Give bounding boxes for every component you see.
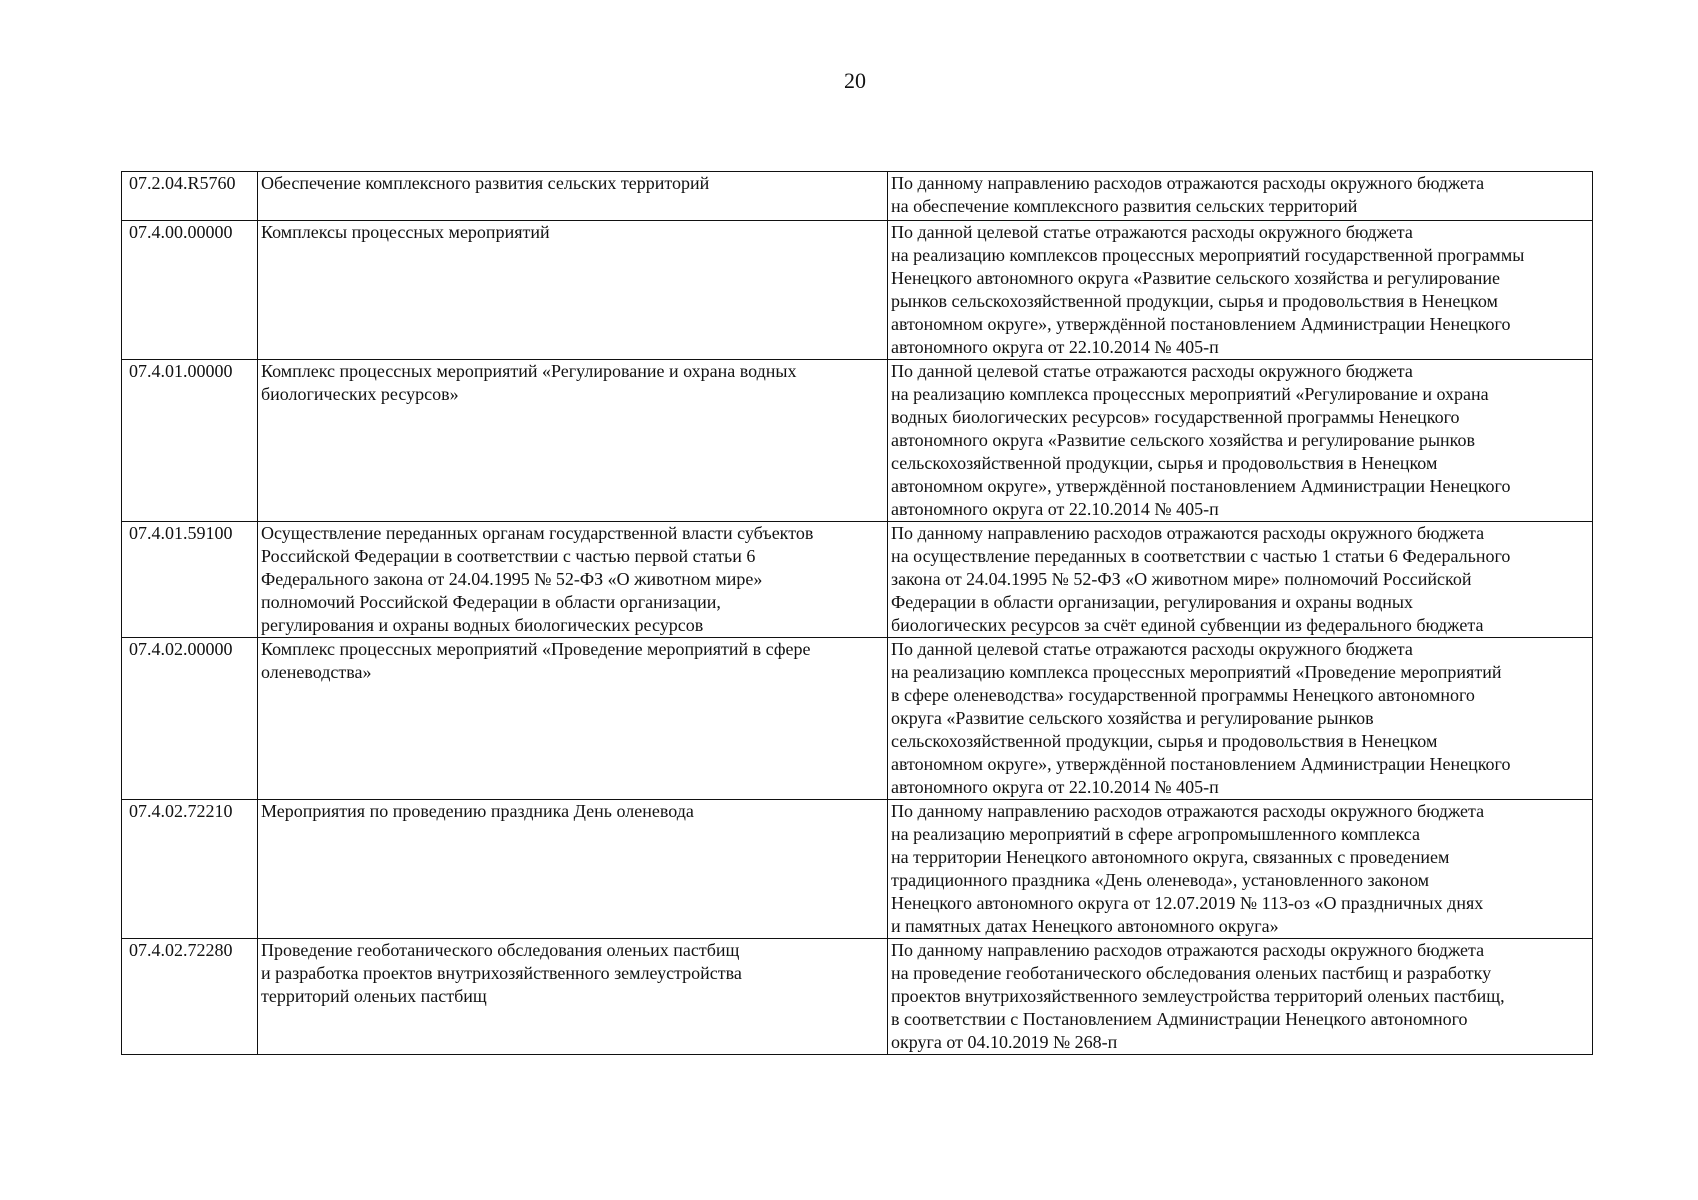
description-line: По данному направлению расходов отражаются расходы окружного бюджета xyxy=(891,173,1485,193)
target-article-description xyxy=(888,221,1593,360)
description-line: автономном округе», утверждённой постановлением Администрации Ненецкого xyxy=(891,754,1511,774)
target-article-code: 07.2.04.R5760 xyxy=(122,172,258,221)
table-row xyxy=(122,638,1593,800)
target-article-code: 07.4.02.72210 xyxy=(122,800,258,939)
description-line: традиционного праздника «День оленевода», установленного законом xyxy=(891,870,1430,890)
description-line: проектов внутрихозяйственного землеустройства территорий оленьих пастбищ, xyxy=(891,986,1505,1006)
name-line: территорий оленьих пастбищ xyxy=(261,986,487,1006)
description-line: сельскохозяйственной продукции, сырья и продовольствия в Ненецком xyxy=(891,453,1438,473)
description-line: в сфере оленеводства» государственной программы Ненецкого автономного xyxy=(891,685,1475,705)
table-row xyxy=(122,221,1593,360)
target-article-code: 07.4.02.72280 xyxy=(122,939,258,1055)
description-line: По данной целевой статье отражаются расходы окружного бюджета xyxy=(891,639,1413,659)
description-line: По данной целевой статье отражаются расходы окружного бюджета xyxy=(891,361,1413,381)
target-article-name xyxy=(258,221,888,360)
target-article-description xyxy=(888,638,1593,800)
description-line: По данному направлению расходов отражаются расходы окружного бюджета xyxy=(891,523,1485,543)
description-line: По данному направлению расходов отражаются расходы окружного бюджета xyxy=(891,801,1485,821)
description-line: автономного округа от 22.10.2014 № 405-п xyxy=(891,337,1219,357)
description-line: на осуществление переданных в соответствии с частью 1 статьи 6 Федерального xyxy=(891,546,1511,566)
target-article-name xyxy=(258,360,888,522)
target-article-code: 07.4.01.59100 xyxy=(122,522,258,638)
target-article-description xyxy=(888,522,1593,638)
page-number: 20 xyxy=(844,68,866,93)
description-line: автономном округе», утверждённой постановлением Администрации Ненецкого xyxy=(891,314,1511,334)
name-line: Федерального закона от 24.04.1995 № 52-ФЗ «О животном мире» xyxy=(261,569,763,589)
name-line: Проведение геоботанического обследования оленьих пастбищ xyxy=(261,940,740,960)
table-row xyxy=(122,172,1593,221)
description-line: сельскохозяйственной продукции, сырья и продовольствия в Ненецком xyxy=(891,731,1438,751)
description-line: Ненецкого автономного округа «Развитие сельского хозяйства и регулирование xyxy=(891,268,1500,288)
target-article-code: 07.4.00.00000 xyxy=(122,221,258,360)
description-line: на обеспечение комплексного развития сельских территорий xyxy=(891,196,1358,216)
target-article-description xyxy=(888,939,1593,1055)
table-body xyxy=(122,172,1593,1055)
name-line: Комплекс процессных мероприятий «Проведение мероприятий в сфере xyxy=(261,639,811,659)
table-row xyxy=(122,360,1593,522)
target-article-name xyxy=(258,522,888,638)
name-line: Осуществление переданных органам государственной власти субъектов xyxy=(261,523,814,543)
description-line: автономном округе», утверждённой постановлением Администрации Ненецкого xyxy=(891,476,1511,496)
table-row xyxy=(122,939,1593,1055)
description-line: рынков сельскохозяйственной продукции, сырья и продовольствия в Ненецком xyxy=(891,291,1498,311)
description-line: По данному направлению расходов отражаются расходы окружного бюджета xyxy=(891,940,1485,960)
name-line: Обеспечение комплексного развития сельских территорий xyxy=(261,173,710,193)
budget-classification-table xyxy=(121,171,1593,1055)
description-line: Федерации в области организации, регулирования и охраны водных xyxy=(891,592,1413,612)
description-line: округа «Развитие сельского хозяйства и регулирование рынков xyxy=(891,708,1374,728)
description-line: на территории Ненецкого автономного округа, связанных с проведением xyxy=(891,847,1450,867)
target-article-name xyxy=(258,638,888,800)
description-line: автономного округа «Развитие сельского хозяйства и регулирование рынков xyxy=(891,430,1476,450)
description-line: автономного округа от 22.10.2014 № 405-п xyxy=(891,777,1219,797)
target-article-code: 07.4.02.00000 xyxy=(122,638,258,800)
name-line: Комплекс процессных мероприятий «Регулирование и охрана водных xyxy=(261,361,797,381)
name-line: Мероприятия по проведению праздника День оленевода xyxy=(261,801,694,821)
name-line: и разработка проектов внутрихозяйственного землеустройства xyxy=(261,963,742,983)
name-line: оленеводства» xyxy=(261,662,372,682)
target-article-description xyxy=(888,800,1593,939)
target-article-code: 07.4.01.00000 xyxy=(122,360,258,522)
description-line: на реализацию комплексов процессных мероприятий государственной программы xyxy=(891,245,1525,265)
target-article-name xyxy=(258,939,888,1055)
description-line: в соответствии с Постановлением Администрации Ненецкого автономного xyxy=(891,1009,1468,1029)
description-line: на реализацию комплекса процессных мероприятий «Регулирование и охрана xyxy=(891,384,1489,404)
description-line: на реализацию комплекса процессных мероприятий «Проведение мероприятий xyxy=(891,662,1502,682)
description-line: Ненецкого автономного округа от 12.07.2019 № 113-оз «О праздничных днях xyxy=(891,893,1484,913)
target-article-description xyxy=(888,360,1593,522)
description-line: водных биологических ресурсов» государственной программы Ненецкого xyxy=(891,407,1460,427)
description-line: закона от 24.04.1995 № 52-ФЗ «О животном мире» полномочий Российской xyxy=(891,569,1472,589)
description-line: округа от 04.10.2019 № 268-п xyxy=(891,1032,1118,1052)
description-line: и памятных датах Ненецкого автономного округа» xyxy=(891,916,1279,936)
description-line: биологических ресурсов за счёт единой субвенции из федерального бюджета xyxy=(891,615,1484,635)
description-line: автономного округа от 22.10.2014 № 405-п xyxy=(891,499,1219,519)
name-line: регулирования и охраны водных биологических ресурсов xyxy=(261,615,704,635)
description-line: По данной целевой статье отражаются расходы окружного бюджета xyxy=(891,222,1413,242)
name-line: биологических ресурсов» xyxy=(261,384,459,404)
target-article-description xyxy=(888,172,1593,221)
table-row xyxy=(122,522,1593,638)
target-article-name xyxy=(258,172,888,221)
table-row xyxy=(122,800,1593,939)
description-line: на реализацию мероприятий в сфере агропромышленного комплекса xyxy=(891,824,1420,844)
name-line: Российской Федерации в соответствии с частью первой статьи 6 xyxy=(261,546,756,566)
name-line: полномочий Российской Федерации в области организации, xyxy=(261,592,721,612)
description-line: на проведение геоботанического обследования оленьих пастбищ и разработку xyxy=(891,963,1492,983)
target-article-name xyxy=(258,800,888,939)
name-line: Комплексы процессных мероприятий xyxy=(261,222,550,242)
